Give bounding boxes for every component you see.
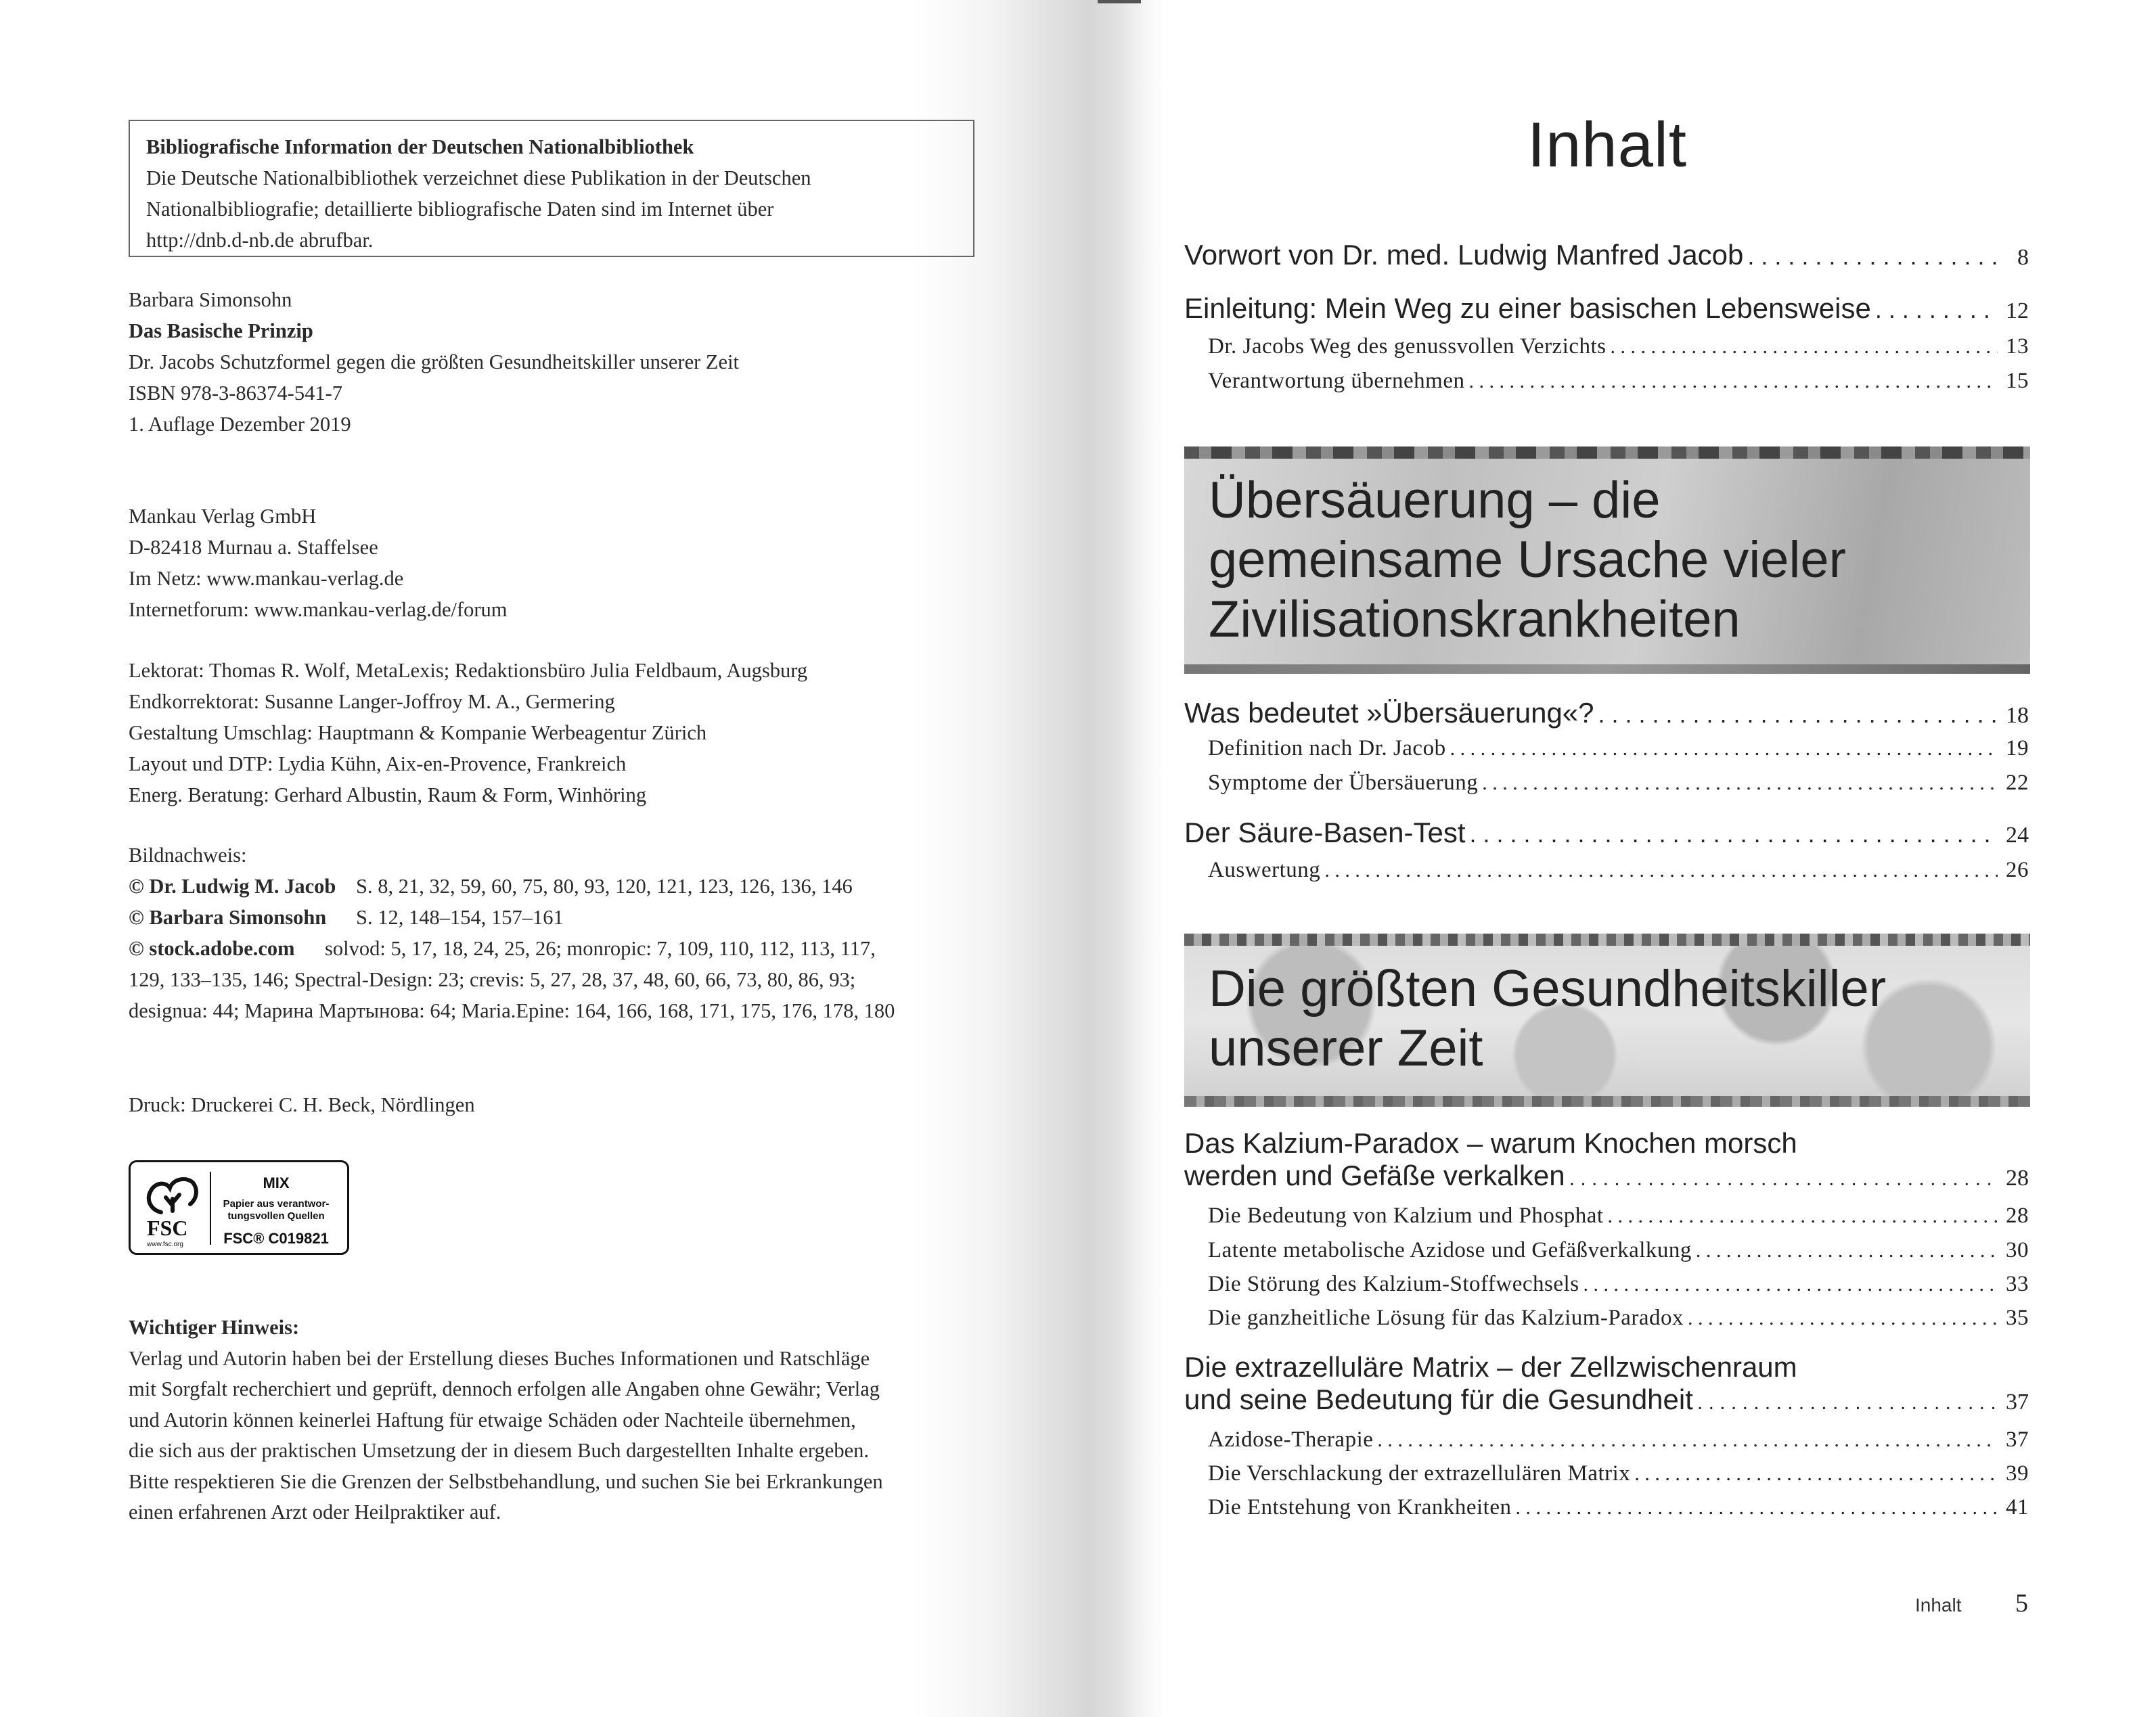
toc-leader-dots <box>1875 296 1998 324</box>
image-credit-entry <box>129 902 988 933</box>
toc-subentry-page: 26 <box>2006 858 2029 882</box>
toc-subentry-label: Die Verschlackung der extrazellulären Matrix <box>1208 1461 1631 1486</box>
toc-entry-label: Die extrazelluläre Matrix – der Zellzwischenraum <box>1184 1351 1797 1383</box>
banner-title-line: Übersäuerung – die <box>1209 472 1661 529</box>
image-credit-continued: 129, 133–135, 146; Spectral-Design: 23; crevis: 5, 27, 28, 37, 48, 60, 66, 73, 80, 86, 93; <box>129 968 856 991</box>
toc-subentry[interactable] <box>1208 1238 2029 1263</box>
toc-entry-page: 12 <box>2006 298 2029 323</box>
toc-entry-line2 <box>1184 1160 2029 1192</box>
toc-subentry-page: 19 <box>2006 736 2029 760</box>
toc-entry-label: Das Kalzium-Paradox – warum Knochen morsch <box>1184 1127 1797 1159</box>
toc-subentry-label: Auswertung <box>1208 858 1321 882</box>
toc-subentry[interactable] <box>1208 1495 2029 1520</box>
toc-subentry[interactable] <box>1208 369 2029 394</box>
toc-entry-page: 37 <box>2006 1390 2029 1415</box>
toc-leader-dots <box>1450 737 1998 760</box>
section-banner-acidification <box>1184 447 2030 674</box>
bib-heading: Bibliografische Information der Deutschen Nationalbibliothek <box>146 135 694 158</box>
toc-leader-dots <box>1611 336 1998 359</box>
credit-line: Gestaltung Umschlag: Hauptmann & Kompanie Werbeagentur Zürich <box>129 721 707 744</box>
toc-entry-label: Was bedeutet »Übersäuerung«? <box>1184 697 1594 729</box>
toc-entry-page: 24 <box>2006 823 2029 848</box>
notice-line: die sich aus der praktischen Umsetzung der in diesem Buch dargestellten Inhalte ergeben. <box>129 1439 869 1462</box>
toc-subentry-label: Azidose-Therapie <box>1208 1427 1374 1452</box>
toc-leader-dots <box>1468 370 1998 393</box>
toc-entry-label-cont: werden und Gefäße verkalken <box>1184 1160 1565 1191</box>
fsc-line1: Papier aus verantwor- <box>223 1198 330 1210</box>
bib-line: http://dnb.d-nb.de abrufbar. <box>146 229 374 252</box>
banner-title-line: unserer Zeit <box>1209 1020 1483 1077</box>
toc-leader-dots <box>1515 1496 1998 1519</box>
image-credit-entry <box>129 871 988 902</box>
toc-entry-label-cont: und seine Bedeutung für die Gesundheit <box>1184 1383 1693 1415</box>
toc-subentry-page: 37 <box>2006 1427 2029 1452</box>
banner-title-line: Die größten Gesundheitskiller <box>1209 960 1887 1017</box>
toc-title: Inhalt <box>1527 109 1687 180</box>
toc-leader-dots <box>1377 1429 1998 1452</box>
toc-leader-dots <box>1470 820 1998 848</box>
publisher-forum: Internetforum: www.mankau-verlag.de/forum <box>129 598 508 621</box>
notice-line: einen erfahrenen Arzt oder Heilpraktiker auf. <box>129 1501 501 1524</box>
toc-subentry-page: 39 <box>2006 1461 2029 1486</box>
toc-subentry-page: 13 <box>2006 334 2029 359</box>
toc-entry-label: Einleitung: Mein Weg zu einer basischen Lebensweise <box>1184 292 1871 324</box>
fsc-mix: MIX <box>263 1174 290 1191</box>
publisher-info <box>129 501 988 625</box>
bib-line: Die Deutsche Nationalbibliothek verzeichnet diese Publikation in der Deutschen <box>146 166 811 189</box>
fsc-brand: FSC <box>147 1216 188 1240</box>
notice-line: mit Sorgfalt recherchiert und geprüft, dennoch erfolgen alle Angaben ohne Gewähr; Verlag <box>129 1377 880 1400</box>
toc-leader-dots <box>1482 772 1998 795</box>
toc-leader-dots <box>1608 1205 1998 1228</box>
toc-subentry-page: 30 <box>2006 1238 2029 1262</box>
toc-subentry-label: Latente metabolische Azidose und Gefäßverkalkung <box>1208 1238 1692 1262</box>
fsc-line2: tungsvollen Quellen <box>227 1210 325 1222</box>
publisher-address: D-82418 Murnau a. Staffelsee <box>129 536 378 559</box>
fsc-code: FSC® C019821 <box>223 1230 329 1247</box>
printer <box>129 1089 988 1120</box>
book-title: Das Basische Prinzip <box>129 319 313 342</box>
banner-title-line: gemeinsame Ursache vieler <box>1209 531 1846 589</box>
toc-entry-page: 28 <box>2006 1166 2029 1191</box>
credit-line: Endkorrektorat: Susanne Langer-Joffroy M. A., Germering <box>129 690 615 713</box>
image-credits-heading: Bildnachweis: <box>129 844 247 867</box>
toc-subentry-label: Symptome der Übersäuerung <box>1208 771 1479 795</box>
image-credit-continued: designua: 44; Марина Мартынова: 64; Maria.Epine: 164, 166, 168, 171, 175, 176, 178, 180 <box>129 999 895 1022</box>
toc-subentry[interactable] <box>1208 1204 2029 1229</box>
toc-entry[interactable] <box>1184 1351 2029 1416</box>
credit-line: Layout und DTP: Lydia Kühn, Aix-en-Provence, Frankreich <box>129 752 627 775</box>
image-credit-name: © Dr. Ludwig M. Jacob <box>129 875 336 898</box>
toc-entry[interactable] <box>1184 292 2029 325</box>
bibliographic-info-box <box>129 120 974 257</box>
notice-line: Bitte respektieren Sie die Grenzen der Selbstbehandlung, und suchen Sie bei Erkrankungen <box>129 1469 883 1493</box>
credit-line: Energ. Beratung: Gerhard Albustin, Raum & Form, Winhöring <box>129 783 647 806</box>
toc-entry-line2 <box>1184 1383 2029 1416</box>
toc-entry[interactable] <box>1184 697 2029 729</box>
fsc-logo <box>129 1160 349 1255</box>
toc-subentry-label: Dr. Jacobs Weg des genussvollen Verzichts <box>1208 334 1607 359</box>
toc-subentry[interactable] <box>1208 334 2029 359</box>
toc-leader-dots <box>1569 1168 1998 1191</box>
image-credits <box>129 840 988 1026</box>
toc-leader-dots <box>1697 1392 1998 1415</box>
toc-leader-dots <box>1598 700 1998 729</box>
publisher-name: Mankau Verlag GmbH <box>129 505 317 528</box>
toc-entry-page: 8 <box>2017 245 2029 270</box>
toc-leader-dots <box>1584 1273 1998 1296</box>
toc-subentry-label: Die Bedeutung von Kalzium und Phosphat <box>1208 1204 1604 1228</box>
notice-line: Verlag und Autorin haben bei der Erstellung dieses Buches Informationen und Ratschläge <box>129 1346 870 1370</box>
toc-subentry[interactable] <box>1208 1427 2029 1452</box>
toc-subentry[interactable] <box>1208 736 2029 761</box>
toc-subentry[interactable] <box>1208 1306 2029 1331</box>
footer-page-number: 5 <box>2015 1589 2028 1618</box>
credits <box>129 655 988 810</box>
toc-leader-dots <box>1688 1307 1998 1330</box>
section-banner-health-killers <box>1184 934 2030 1107</box>
credit-line: Lektorat: Thomas R. Wolf, MetaLexis; Redaktionsbüro Julia Feldbaum, Augsburg <box>129 659 808 682</box>
toc-subentry[interactable] <box>1208 771 2029 796</box>
book-info <box>129 284 988 440</box>
banner-bottom-stripe <box>1184 1096 2030 1107</box>
toc-leader-dots <box>1747 242 1998 271</box>
toc-subentry-page: 41 <box>2006 1495 2029 1519</box>
important-notice <box>129 1312 974 1528</box>
image-credit-pages: S. 8, 21, 32, 59, 60, 75, 80, 93, 120, 121, 123, 126, 136, 146 <box>356 875 853 898</box>
author: Barbara Simonsohn <box>129 288 292 311</box>
banner-bottom-stripe <box>1184 664 2030 674</box>
toc-subentry-label: Die Störung des Kalzium-Stoffwechsels <box>1208 1272 1579 1296</box>
image-credit-entry <box>129 933 988 964</box>
edition: 1. Auflage Dezember 2019 <box>129 413 351 436</box>
toc-entry-page: 18 <box>2006 703 2029 728</box>
banner-top-stripe <box>1184 447 2030 459</box>
toc-entry[interactable] <box>1184 1127 2029 1192</box>
toc-entry[interactable] <box>1184 817 2029 849</box>
banner-top-stripe <box>1184 934 2030 946</box>
toc-entry[interactable] <box>1184 239 2029 271</box>
publisher-web: Im Netz: www.mankau-verlag.de <box>129 567 404 590</box>
image-credit-name: © Barbara Simonsohn <box>129 906 327 929</box>
toc-subentry-page: 28 <box>2006 1204 2029 1228</box>
notice-heading: Wichtiger Hinweis: <box>129 1316 300 1339</box>
notice-line: und Autorin können keinerlei Haftung für etwaige Schäden oder Nachteile übernehmen, <box>129 1408 856 1432</box>
toc-subentry-page: 22 <box>2006 771 2029 795</box>
image-credit-pages: S. 12, 148–154, 157–161 <box>356 906 564 929</box>
toc-subentry-label: Definition nach Dr. Jacob <box>1208 736 1446 760</box>
toc-subentry-label: Verantwortung übernehmen <box>1208 369 1465 393</box>
toc-subentry-page: 15 <box>2006 369 2029 393</box>
toc-subentry[interactable] <box>1208 1272 2029 1297</box>
printer-line: Druck: Druckerei C. H. Beck, Nördlingen <box>129 1093 475 1116</box>
book-subtitle: Dr. Jacobs Schutzformel gegen die größten Gesundheitskiller unserer Zeit <box>129 350 740 373</box>
banner-title-line: Zivilisationskrankheiten <box>1209 591 1740 648</box>
toc-leader-dots <box>1696 1239 1998 1262</box>
toc-subentry[interactable] <box>1208 1461 2029 1486</box>
image-credit-name: © stock.adobe.com <box>129 937 295 960</box>
image-credit-pages: solvod: 5, 17, 18, 24, 25, 26; monropic: 7, 109, 110, 112, 113, 117, <box>325 937 876 960</box>
toc-leader-dots <box>1634 1463 1998 1486</box>
toc-entry-label: Der Säure-Basen-Test <box>1184 817 1466 848</box>
toc-subentry-page: 35 <box>2006 1306 2029 1330</box>
toc-leader-dots <box>1324 859 1998 882</box>
isbn: ISBN 978-3-86374-541-7 <box>129 382 342 405</box>
toc-subentry-page: 33 <box>2006 1272 2029 1296</box>
footer-running-title: Inhalt <box>1915 1595 1962 1616</box>
toc-entry-label: Vorwort von Dr. med. Ludwig Manfred Jacob <box>1184 239 1744 271</box>
fsc-tree-icon <box>131 1162 347 1253</box>
bib-line: Nationalbibliografie; detaillierte bibliografische Daten sind im Internet über <box>146 198 774 221</box>
fsc-site: www.fsc.org <box>147 1241 183 1248</box>
toc-subentry-label: Die Entstehung von Krankheiten <box>1208 1495 1512 1519</box>
toc-subentry-label: Die ganzheitliche Lösung für das Kalzium-Paradox <box>1208 1306 1684 1330</box>
crop-mark <box>1098 0 1141 3</box>
toc-subentry[interactable] <box>1208 858 2029 883</box>
